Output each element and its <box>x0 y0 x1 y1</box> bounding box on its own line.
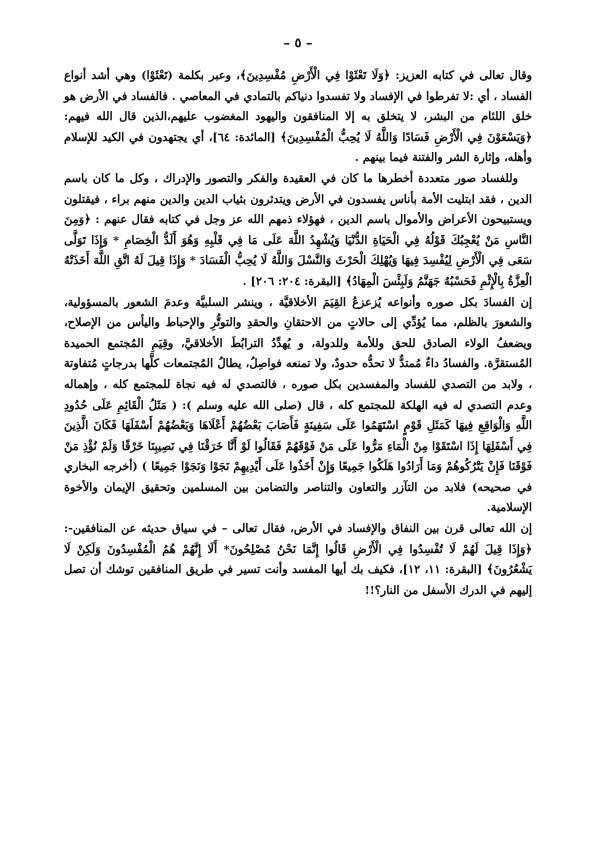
paragraph-effects-of-corruption: إن الفسادَ بكل صوره وأنواعه يُزعزعُ القِيَمَ الأخلاقيَّة ، وينشر السلبيَّة وعدمَ الشعور بالمسؤولية، والشعورَ بالظلم، مما يُؤدِّي إلى حالاتٍ من الاحتقانِ والحقدِ والتوتُّرِ والإحباط واليأس من الإصلاح، ويضعفُ الولاء الصادق للحق وللأمة وللدولة، و يُهدِّدُ الترابُطَ الأخلاقيَّ، وقِيَمِ المُجتمع الحميدة المُستقرَّة. والفسادُ داءٌ مُمتدٌّ لا تحدُّه حدودٌ، ولا تمنعه فواصِلُ، يطالُ المُجتمعات كلَّها بدرجاتٍ مُتفاوتة ، ولابد من التصدي للفساد والمفسدين بكل صوره ، فالتصدي له فيه نجاة للمجتمع كله ، وإهماله وعدم التصدي له فيه الهلكة للمجتمع كله ، قال (صلى الله عليه وسلم ): ( مَثَلُ الْقَائِمِ عَلَى حُدُودِ اللَّهِ وَالْوَاقِعِ فِيهَا كَمَثَلِ قَوْمٍ اسْتَهَمُوا عَلَى سَفِينَةٍ فَأَصَابَ بَعْضُهُمْ أَعْلَاهَا وَبَعْضُهُمْ أَسْفَلَهَا فَكَانَ الَّذِينَ فِي أَسْفَلِهَا إِذَا اسْتَقَوْا مِنْ الْمَاءِ مَرُّوا عَلَى مَنْ فَوْقَهُمْ فَقَالُوا لَوْ أَنَّا خَرَقْنَا فِي نَصِيبِنَا خَرْقًا وَلَمْ نُؤْذِ مَنْ فَوْقَنَا فَإِنْ يَتْرُكُوهُمْ وَمَا أَرَادُوا هَلَكُوا جَمِيعًا وَإِنْ أَخَذُوا عَلَى أَيْدِيهِمْ نَجَوْا وَنَجَوْا جَمِيعًا ) (أخرجه البخاري في صحيحه) فلابد من التآزر والتعاون والتناصر والتضامن بين المسلمين وتحقيق الإيمان والأخوة الإسلامية. <box>64 294 532 515</box>
paragraph-hypocrisy-and-corruption: إن الله تعالى قرن بين النفاق والإفساد في الأرض، فقال تعالى – في سياق حديثه عن المنافقين-: ﴿وَإِذَا قِيلَ لَهُمْ لَا تُفْسِدُوا فِي الْأَرْضِ قَالُوا إِنَّمَا نَحْنُ مُصْلِحُونَ* أَلَا إِنَّهُمْ هُمُ الْمُفْسِدُونَ وَلَكِنْ لَا يَشْعُرُونَ﴾ [البقرة: ١١، ١٢]، فكيف بك أيها المفسد وأنت تسير في طريق المنافقين توشك أن تصل إليهم في الدرك الأسفل من النار؟!! <box>64 521 532 597</box>
document-body <box>64 65 532 600</box>
paragraph-forms-of-corruption: وللفساد صور متعددة أخطرها ما كان في العقيدة والفكر والتصور والإدراك ، وكل ما كان باسم الدين ، فقد ابتليت الأمة بأناس يفسدون في الأرض ويتدثرون بثياب الدين والدين منهم براء ، فيقتلون ويستبيحون الأعراض والأموال باسم الدين ، فهؤلاء ذمهم الله عز وجل في كتابه فقال عنهم : ﴿وَمِنَ النَّاسِ مَنْ يُعْجِبُكَ قَوْلُهُ فِي الْحَيَاةِ الدُّنْيَا وَيُشْهِدُ اللَّهَ عَلَى مَا فِي قَلْبِهِ وَهُوَ أَلَدُّ الْخِصَامِ * وَإِذَا تَوَلَّى سَعَى فِي الْأَرْضِ لِيُفْسِدَ فِيهَا وَيُهْلِكَ الْحَرْثَ وَالنَّسْلَ وَاللَّهُ لَا يُحِبُّ الْفَسَادَ * وَإِذَا قِيلَ لَهُ اتَّقِ اللَّهَ أَخَذَتْهُ الْعِزَّةُ بِالْإِثْمِ فَحَسْبُهُ جَهَنَّمُ وَلَبِئْسَ الْمِهَادُ﴾ [البقرة: ٢٠٤: ٢٠٦] . <box>64 170 532 288</box>
paragraph-corruption-definition: وقال تعالى في كتابه العزيز: ﴿وَلَا تَعْثَوْا فِي الْأَرْضِ مُفْسِدِينَ﴾، وعبر بكلمة (تَعْثَوْا) وهي أشد أنواع الفساد ، أي :لا تفرطوا في الإفساد ولا تفسدوا دنياكم بالتمادي في المعاصي . فالفساد في الأرض هو خلق اللئام من البشر، لا يتخلق به إلا المنافقون واليهود المغضوب عليهم،الذين قال الله فيهم:﴿وَيَسْعَوْنَ فِي الْأَرْضِ فَسَادًا وَاللَّهُ لَا يُحِبُّ الْمُفْسِدِينَ﴾ [المائدة: ٦٤]، أي يجتهدون في الكيد للإسلام وأهله، وإثارة الشر والفتنة فيما بينهم . <box>64 68 532 165</box>
page-number: – ٥ – <box>283 36 313 51</box>
